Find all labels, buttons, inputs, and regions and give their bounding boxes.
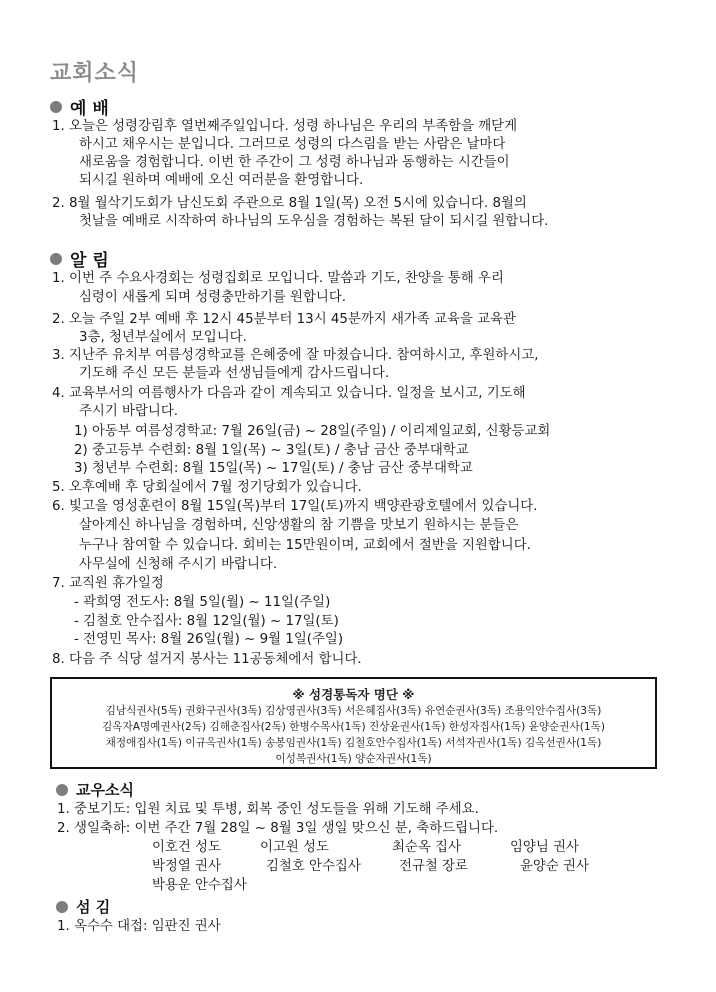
bible-readers-title: ※ 성경통독자 명단 ※ bbox=[292, 687, 415, 702]
bible-readers-box bbox=[50, 677, 657, 769]
notice-line: 사무실에 신청해 주시기 바랍니다. bbox=[79, 557, 278, 572]
bible-readers-line: 이성복권사(1독) 양순자권사(1독) bbox=[275, 753, 432, 765]
bible-readers-line: 김남식권사(5독) 권화구권사(3독) 김상영권사(3독) 서은혜집사(3독) 유연순권사(3독) 조용익안수집사(3독) bbox=[105, 705, 602, 717]
bullet-icon bbox=[56, 784, 68, 796]
notice-line: - 전영민 목사: 8월 26일(월) ~ 9월 1일(주일) bbox=[74, 632, 344, 647]
birthday-name: 전규철 장로 bbox=[399, 859, 468, 874]
section-heading-members bbox=[56, 779, 134, 800]
members-line: 1. 중보기도: 입원 치료 및 투병, 회복 중인 성도들을 위해 기도해 주세요. bbox=[57, 802, 479, 817]
members-line: 2. 생일축하: 이번 주간 7월 28일 ~ 8월 3일 생일 맞으신 분, 축하드립니다. bbox=[57, 821, 499, 836]
bullet-icon bbox=[50, 101, 62, 113]
bible-readers-line: 김옥자A명예권사(2독) 김해춘집사(2독) 한병수목사(1독) 진상윤권사(1독) 한성자집사(1독) 윤양순권사(1독) bbox=[102, 721, 605, 733]
section-heading-notices bbox=[50, 246, 109, 271]
bible-readers-line: 채정애집사(1독) 이규옥권사(1독) 송봉임권사(1독) 김철호안수집사(1독) 서석자권사(1독) 김옥선권사(1독) bbox=[105, 737, 602, 749]
notice-line: 6. 빛고을 영성훈련이 8월 15일(목)부터 17일(토)까지 백양관광호텔에서 있습니다. bbox=[52, 499, 538, 514]
page-title: 교회소식 bbox=[50, 60, 140, 86]
birthday-name: 임양님 권사 bbox=[510, 840, 579, 855]
service-line: 1. 옥수수 대접: 임판진 권사 bbox=[57, 919, 221, 934]
section-heading-text: 섬 김 bbox=[76, 898, 111, 916]
worship-line: 되시길 원하며 예배에 오신 여러분을 환영합니다. bbox=[79, 173, 364, 188]
worship-line: 새로움을 경험합니다. 이번 한 주간이 그 성령 하나님과 동행하는 시간들이 bbox=[79, 155, 510, 170]
worship-line: 1. 오늘은 성령강림후 열번째주일입니다. 성령 하나님은 우리의 부족함을 깨닫게 bbox=[52, 119, 518, 134]
notice-line: 살아계신 하나님을 경험하며, 신앙생활의 참 기쁨을 맛보기 원하시는 분들은 bbox=[79, 518, 519, 533]
notice-line: 기도해 주신 모든 분들과 선생님들에게 감사드립니다. bbox=[79, 366, 390, 381]
notice-line: 누구나 참여할 수 있습니다. 회비는 15만원이며, 교회에서 절반을 지원합니다. bbox=[79, 538, 531, 553]
section-heading-text: 알 림 bbox=[70, 251, 109, 271]
birthday-name: 박정열 권사 bbox=[152, 859, 221, 874]
notice-line: 1. 이번 주 수요사경회는 성령집회로 모입니다. 말씀과 기도, 찬양을 통해 우리 bbox=[52, 271, 504, 286]
notice-line: 3) 청년부 수련회: 8월 15일(목) ~ 17일(토) / 충남 금산 중부대학교 bbox=[74, 461, 473, 476]
bullet-icon bbox=[56, 901, 68, 913]
section-heading-text: 예 배 bbox=[70, 99, 109, 119]
birthday-name: 이고원 성도 bbox=[260, 840, 329, 855]
notice-line: 주시기 바랍니다. bbox=[79, 404, 179, 419]
notice-line: 8. 다음 주 식당 설거지 봉사는 11공동체에서 합니다. bbox=[52, 652, 362, 667]
notice-line: 7. 교직원 휴가일정 bbox=[52, 576, 164, 591]
notice-line: 3층, 청년부실에서 모입니다. bbox=[79, 330, 247, 345]
birthday-name: 이호건 성도 bbox=[152, 840, 221, 855]
notice-line: 1) 아동부 여름성경학교: 7월 26일(금) ~ 28일(주일) / 이리제일교회, 신황등교회 bbox=[74, 424, 551, 439]
notice-line: - 김철호 안수집사: 8월 12일(월) ~ 17일(토) bbox=[74, 614, 339, 629]
bullet-icon bbox=[50, 253, 62, 265]
section-heading-text: 교우소식 bbox=[76, 781, 134, 799]
worship-line: 하시고 채우시는 분입니다. 그러므로 성령의 다스림을 받는 사람은 날마다 bbox=[79, 137, 506, 152]
birthday-name: 김철호 안수집사 bbox=[266, 859, 361, 874]
worship-line: 첫날을 예배로 시작하여 하나님의 도우심을 경험하는 복된 달이 되시길 원합니다. bbox=[79, 214, 549, 229]
section-heading-worship bbox=[50, 94, 109, 119]
notice-line: 심령이 새롭게 되며 성령충만하기를 원합니다. bbox=[79, 290, 347, 305]
notice-line: 5. 오후예배 후 당회실에서 7월 정기당회가 있습니다. bbox=[52, 480, 362, 495]
notice-line: 4. 교육부서의 여름행사가 다음과 같이 계속되고 있습니다. 일정을 보시고, 기도해 bbox=[52, 386, 526, 401]
notice-line: 3. 지난주 유치부 여름성경학교를 은혜중에 잘 마쳤습니다. 참여하시고, 후원하시고, bbox=[52, 348, 539, 363]
notice-line: 2) 중고등부 수련회: 8월 1일(목) ~ 3일(토) / 충남 금산 중부대학교 bbox=[74, 443, 469, 458]
notice-line: - 곽희영 전도사: 8월 5일(월) ~ 11일(주일) bbox=[74, 595, 331, 610]
birthday-name: 최순옥 집사 bbox=[392, 840, 461, 855]
birthday-name: 박용운 안수집사 bbox=[152, 878, 247, 893]
worship-line: 2. 8월 월삭기도회가 남신도회 주관으로 8월 1일(목) 오전 5시에 있습니다. 8월의 bbox=[52, 196, 527, 211]
notice-line: 2. 오늘 주일 2부 예배 후 12시 45분부터 13시 45분까지 새가족 교육을 교육관 bbox=[52, 312, 516, 327]
birthday-name: 윤양순 권사 bbox=[520, 859, 589, 874]
section-heading-service bbox=[56, 896, 110, 917]
